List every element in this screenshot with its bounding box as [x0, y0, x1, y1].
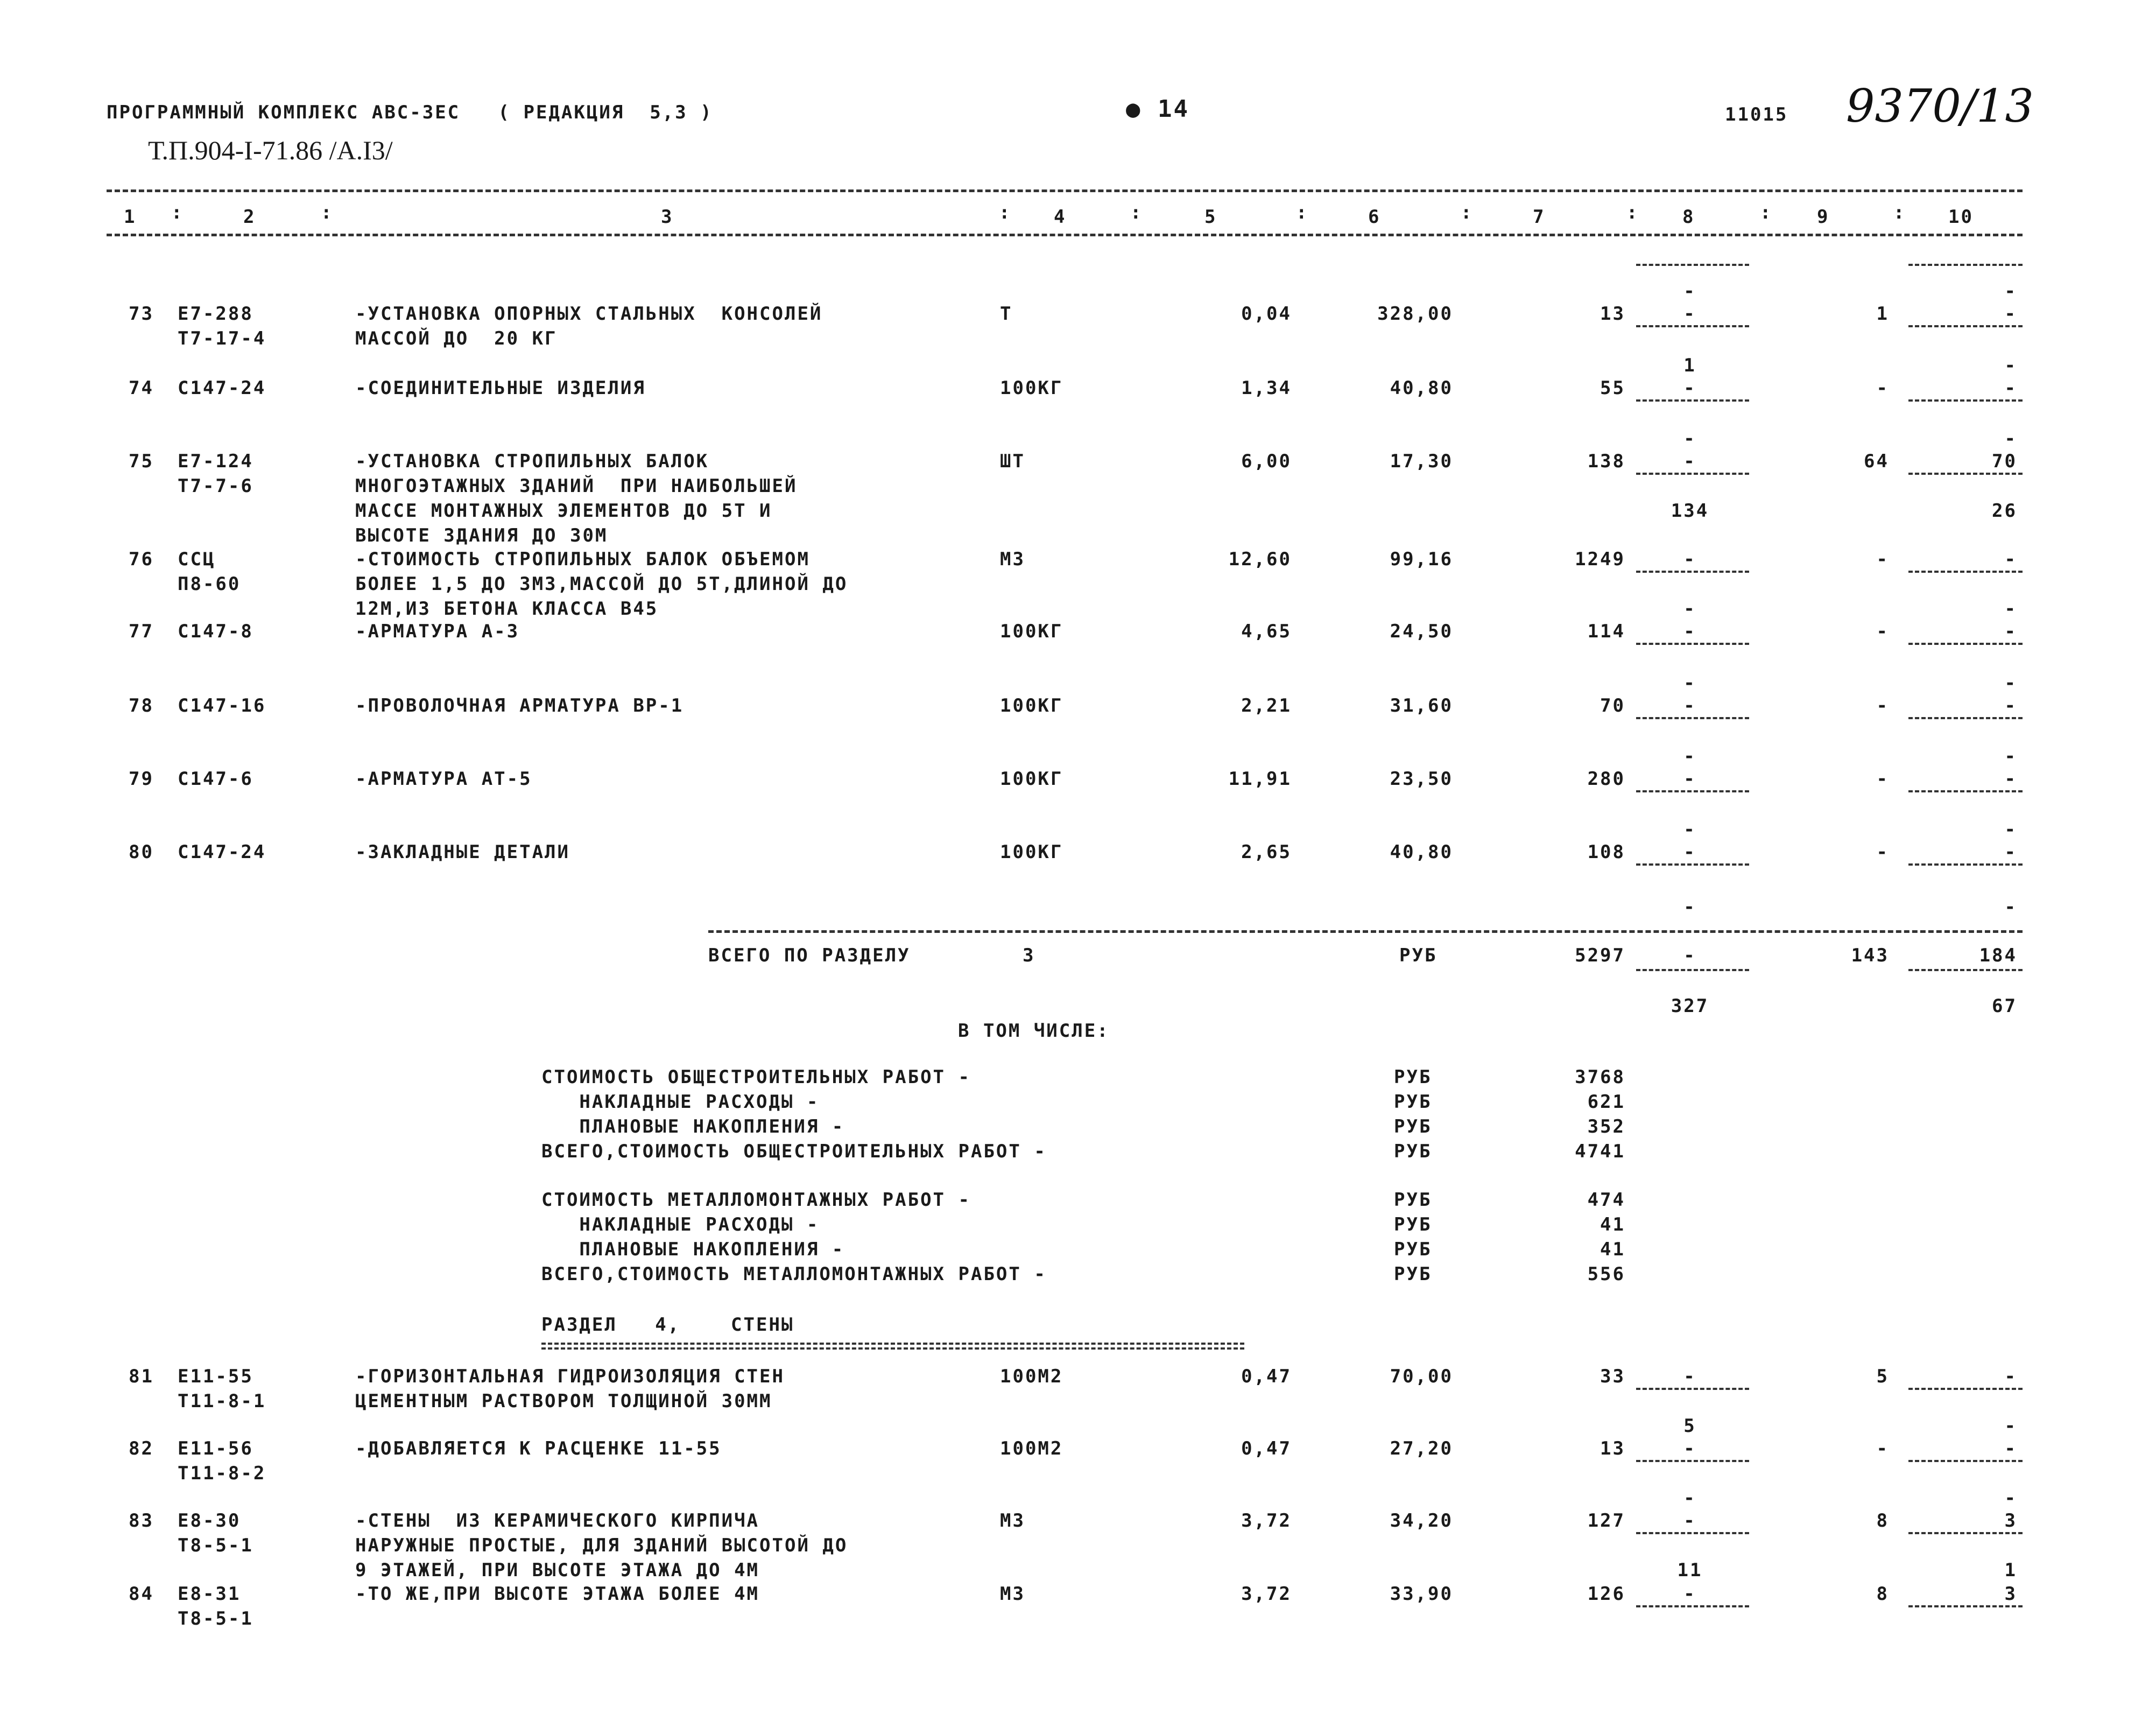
row-quantity: 0,04 — [1241, 303, 1292, 325]
col-sep: : — [1893, 202, 1906, 223]
row-col8-value: - — [1683, 303, 1696, 325]
row-number: 84 — [129, 1583, 154, 1605]
breakdown-unit: РУБ — [1394, 1214, 1432, 1235]
bullet-icon: ● — [1126, 95, 1142, 123]
section-total-col10-bottom: 67 — [1992, 995, 2017, 1017]
col-sep: : — [171, 202, 184, 223]
row-quantity: 3,72 — [1241, 1510, 1292, 1532]
row-unit: ШТ — [1000, 451, 1025, 472]
section-total-col9: 143 — [1851, 945, 1889, 966]
breakdown-label: ПЛАНОВЫЕ НАКОПЛЕНИЯ - — [541, 1239, 845, 1260]
row-total: 138 — [1587, 451, 1625, 472]
row-description: -СТОИМОСТЬ СТРОПИЛЬНЫХ БАЛОК ОБЪЕМОМ — [355, 549, 810, 570]
section-total-col8-top: - — [1683, 896, 1696, 918]
row-number: 82 — [129, 1438, 154, 1459]
row-col10-value: - — [2004, 621, 2017, 642]
row-col10-rule — [1908, 325, 2023, 327]
row-col8-value: - — [1683, 1583, 1696, 1605]
row-unit: 100М2 — [1000, 1366, 1063, 1387]
breakdown-value: 41 — [1600, 1214, 1625, 1235]
row-col8-value: - — [1683, 621, 1696, 642]
row-col10-rule — [1908, 473, 2023, 475]
row-col8-rule — [1636, 325, 1749, 327]
row-col10-rule — [1908, 863, 2023, 866]
row-price: 328,00 — [1377, 303, 1453, 325]
col-sep: : — [1626, 202, 1639, 223]
row-col8-top: - — [1683, 819, 1696, 840]
breakdown-value: 352 — [1587, 1116, 1625, 1137]
row-total: 13 — [1600, 1438, 1625, 1459]
row-unit: 100КГ — [1000, 841, 1063, 863]
row-col10-value: - — [2004, 1366, 2017, 1387]
row-col10-top: - — [2004, 1415, 2017, 1437]
row-col9-value: - — [1876, 1438, 1889, 1459]
col-head-6: 6 — [1368, 206, 1381, 228]
including-label: В ТОМ ЧИСЛЕ: — [958, 1020, 1110, 1042]
col-head-8: 8 — [1682, 206, 1695, 228]
row-col8-bottom: 134 — [1671, 500, 1709, 522]
row-description: -ГОРИЗОНТАЛЬНАЯ ГИДРОИЗОЛЯЦИЯ СТЕН — [355, 1366, 785, 1387]
section-4-title: РАЗДЕЛ 4, СТЕНЫ — [541, 1314, 794, 1336]
row-number: 80 — [129, 841, 154, 863]
row-col9-value: 1 — [1876, 303, 1889, 325]
row-total: 33 — [1600, 1366, 1625, 1387]
row-col9-value: 8 — [1876, 1510, 1889, 1532]
row-price: 70,00 — [1390, 1366, 1453, 1387]
breakdown-label: ПЛАНОВЫЕ НАКОПЛЕНИЯ - — [541, 1116, 845, 1137]
breakdown-label: СТОИМОСТЬ ОБЩЕСТРОИТЕЛЬНЫХ РАБОТ - — [541, 1066, 971, 1088]
project-number: Т.П.904-I-71.86 /А.I3/ — [148, 135, 393, 165]
col-sep: : — [1461, 202, 1474, 223]
row-col9-value: - — [1876, 695, 1889, 716]
row-code: С147-24 — [178, 841, 266, 863]
row-col9-value: - — [1876, 768, 1889, 790]
row-col10-value: 3 — [2004, 1510, 2017, 1532]
row-description: -СТЕНЫ ИЗ КЕРАМИЧЕСКОГО КИРПИЧА — [355, 1510, 760, 1532]
row-col10-value: - — [2004, 841, 2017, 863]
row-total: 280 — [1587, 768, 1625, 790]
row-total: 1249 — [1575, 549, 1625, 570]
breakdown-value: 41 — [1600, 1239, 1625, 1260]
row-col10-top: - — [2004, 1487, 2017, 1509]
row-quantity: 2,21 — [1241, 695, 1292, 716]
handwritten-number: 9370/13 — [1846, 80, 2034, 132]
row-col10-rule — [1908, 790, 2023, 792]
row-total: 127 — [1587, 1510, 1625, 1532]
row-number: 79 — [129, 768, 154, 790]
header-top-rule — [107, 189, 2023, 192]
row-description: 12М,ИЗ БЕТОНА КЛАССА В45 — [355, 598, 659, 620]
row-number: 75 — [129, 451, 154, 472]
row-code: С147-6 — [178, 768, 253, 790]
row-description: -АРМАТУРА АТ-5 — [355, 768, 532, 790]
row-col8-value: - — [1683, 1366, 1696, 1387]
row-unit: 100КГ — [1000, 768, 1063, 790]
section-total-col8-rule — [1636, 969, 1749, 971]
row-quantity: 4,65 — [1241, 621, 1292, 642]
breakdown-value: 556 — [1587, 1263, 1625, 1285]
row-col8-value: - — [1683, 841, 1696, 863]
row-unit: М3 — [1000, 1510, 1025, 1532]
row-unit: 100КГ — [1000, 621, 1063, 642]
section-total-number: 3 — [1023, 945, 1035, 966]
row-description: ЦЕМЕНТНЫМ РАСТВОРОМ ТОЛЩИНОЙ 30ММ — [355, 1390, 772, 1412]
row-col8-rule — [1636, 571, 1749, 573]
row-col8-top: - — [1683, 598, 1696, 620]
row-col8-top: - — [1683, 280, 1696, 302]
breakdown-value: 3768 — [1575, 1066, 1625, 1088]
row-col10-value: - — [2004, 695, 2017, 716]
breakdown-label: НАКЛАДНЫЕ РАСХОДЫ - — [541, 1091, 820, 1113]
row-col9-value: - — [1876, 549, 1889, 570]
program-title: ПРОГРАММНЫЙ КОМПЛЕКС АВС-3ЕС ( РЕДАКЦИЯ 5,3 ) — [107, 102, 713, 123]
row-description: -ПРОВОЛОЧНАЯ АРМАТУРА ВР-1 — [355, 695, 684, 716]
row-unit: Т — [1000, 303, 1013, 325]
row-col10-value: - — [2004, 549, 2017, 570]
section-total-col8-bottom: 327 — [1671, 995, 1709, 1017]
row-col10-bottom: 26 — [1992, 500, 2017, 522]
row-col10-top: - — [2004, 428, 2017, 449]
row-number: 81 — [129, 1366, 154, 1387]
col-sep: : — [1130, 202, 1143, 223]
page-number-value: 14 — [1158, 95, 1189, 123]
row-col8-top: - — [1683, 672, 1696, 694]
row-col10-value: - — [2004, 377, 2017, 399]
row-col10-value: - — [2004, 303, 2017, 325]
row-description: МНОГОЭТАЖНЫХ ЗДАНИЙ ПРИ НАИБОЛЬШЕЙ — [355, 475, 798, 497]
row-code-secondary: Т11-8-2 — [178, 1463, 266, 1484]
col-head-4: 4 — [1054, 206, 1067, 228]
col-head-5: 5 — [1204, 206, 1217, 228]
section-total-rule — [708, 930, 2023, 933]
breakdown-label: СТОИМОСТЬ МЕТАЛЛОМОНТАЖНЫХ РАБОТ - — [541, 1189, 971, 1211]
row-col10-top: - — [2004, 280, 2017, 302]
col-sep: : — [1760, 202, 1773, 223]
breakdown-unit: РУБ — [1394, 1189, 1432, 1211]
row-description: -УСТАНОВКА ОПОРНЫХ СТАЛЬНЫХ КОНСОЛЕЙ — [355, 303, 823, 325]
row-col8-value: - — [1683, 1438, 1696, 1459]
col-head-7: 7 — [1533, 206, 1546, 228]
row-code: С147-8 — [178, 621, 253, 642]
row-number: 77 — [129, 621, 154, 642]
row-col8-top: - — [1683, 428, 1696, 449]
row-col10-rule — [1908, 1460, 2023, 1462]
row-unit: М3 — [1000, 549, 1025, 570]
section-total-col8-value: - — [1683, 945, 1696, 966]
row-col10-rule — [1908, 399, 2023, 402]
row-col8-top: - — [1683, 746, 1696, 767]
row-description: МАССЕ МОНТАЖНЫХ ЭЛЕМЕНТОВ ДО 5Т И — [355, 500, 772, 522]
row-description: БОЛЕЕ 1,5 ДО 3М3,МАССОЙ ДО 5Т,ДЛИНОЙ ДО — [355, 573, 848, 595]
row-total: 55 — [1600, 377, 1625, 399]
row-col8-rule — [1636, 643, 1749, 645]
row-col8-value: - — [1683, 377, 1696, 399]
row-col10-value: - — [2004, 768, 2017, 790]
breakdown-value: 474 — [1587, 1189, 1625, 1211]
row-description: -ТО ЖЕ,ПРИ ВЫСОТЕ ЭТАЖА БОЛЕЕ 4М — [355, 1583, 760, 1605]
row-col10-rule — [1908, 1605, 2023, 1607]
row-quantity: 2,65 — [1241, 841, 1292, 863]
row-col10-top: - — [2004, 819, 2017, 840]
row-total: 108 — [1587, 841, 1625, 863]
col-head-10: 10 — [1948, 206, 1974, 228]
section-4-underline — [541, 1343, 1244, 1345]
row-price: 23,50 — [1390, 768, 1453, 790]
section-total-col10-rule — [1908, 969, 2023, 971]
row-col8-value: - — [1683, 451, 1696, 472]
row-description: МАССОЙ ДО 20 КГ — [355, 328, 558, 349]
row-code-secondary: П8-60 — [178, 573, 241, 595]
row-col9-value: 5 — [1876, 1366, 1889, 1387]
row-number: 73 — [129, 303, 154, 325]
row-col8-top: 5 — [1683, 1415, 1696, 1437]
row-description: -ДОБАВЛЯЕТСЯ К РАСЦЕНКЕ 11-55 — [355, 1438, 722, 1459]
row-col9-value: 64 — [1864, 451, 1889, 472]
row-col10-rule — [1908, 1388, 2023, 1390]
row-quantity: 3,72 — [1241, 1583, 1292, 1605]
row-col10-top: - — [2004, 598, 2017, 620]
row-total: 114 — [1587, 621, 1625, 642]
section-total-value: 5297 — [1575, 945, 1625, 966]
section-total-col10-top: - — [2004, 896, 2017, 918]
row-description: НАРУЖНЫЕ ПРОСТЫЕ, ДЛЯ ЗДАНИЙ ВЫСОТОЙ ДО — [355, 1535, 848, 1556]
row-unit: 100КГ — [1000, 695, 1063, 716]
breakdown-unit: РУБ — [1394, 1116, 1432, 1137]
col-head-1: 1 — [124, 206, 137, 228]
section-total-col10-value: 184 — [1979, 945, 2017, 966]
row-description: -СОЕДИНИТЕЛЬНЫЕ ИЗДЕЛИЯ — [355, 377, 646, 399]
row-col10-rule — [1908, 1532, 2023, 1534]
row-number: 78 — [129, 695, 154, 716]
row-code-secondary: Т11-8-1 — [178, 1390, 266, 1412]
row-total: 70 — [1600, 695, 1625, 716]
row-col8-value: - — [1683, 768, 1696, 790]
breakdown-unit: РУБ — [1394, 1263, 1432, 1285]
row-col8-value: - — [1683, 695, 1696, 716]
row-code-secondary: Т8-5-1 — [178, 1608, 253, 1629]
breakdown-unit: РУБ — [1394, 1141, 1432, 1162]
breakdown-unit: РУБ — [1394, 1066, 1432, 1088]
row-code-secondary: Т7-7-6 — [178, 475, 253, 497]
row-price: 27,20 — [1390, 1438, 1453, 1459]
row-price: 99,16 — [1390, 549, 1453, 570]
breakdown-value: 621 — [1587, 1091, 1625, 1113]
row-quantity: 1,34 — [1241, 377, 1292, 399]
breakdown-unit: РУБ — [1394, 1239, 1432, 1260]
breakdown-label: ВСЕГО,СТОИМОСТЬ МЕТАЛЛОМОНТАЖНЫХ РАБОТ - — [541, 1263, 1047, 1285]
row-price: 24,50 — [1390, 621, 1453, 642]
row-col8-value: - — [1683, 1510, 1696, 1532]
row-code: Е7-288 — [178, 303, 253, 325]
row-col9-value: - — [1876, 377, 1889, 399]
row-col8-rule — [1636, 863, 1749, 866]
row-col8-rule — [1636, 717, 1749, 719]
row-number: 83 — [129, 1510, 154, 1532]
row-col8-value: - — [1683, 549, 1696, 570]
breakdown-label: ВСЕГО,СТОИМОСТЬ ОБЩЕСТРОИТЕЛЬНЫХ РАБОТ - — [541, 1141, 1047, 1162]
row-col9-value: - — [1876, 621, 1889, 642]
header-bottom-rule — [107, 234, 2023, 236]
row-description: ВЫСОТЕ ЗДАНИЯ ДО 30М — [355, 525, 608, 546]
row-code: Е11-56 — [178, 1438, 253, 1459]
row-col9-value: - — [1876, 841, 1889, 863]
row-code: С147-24 — [178, 377, 266, 399]
row-quantity: 11,91 — [1228, 768, 1292, 790]
col-sep: : — [321, 202, 334, 223]
row-unit: 100КГ — [1000, 377, 1063, 399]
row-col8-rule — [1636, 1532, 1749, 1534]
row-code-secondary: Т8-5-1 — [178, 1535, 253, 1556]
row-price: 31,60 — [1390, 695, 1453, 716]
row-price: 40,80 — [1390, 377, 1453, 399]
row-col8-rule — [1636, 1605, 1749, 1607]
row-col10-value: 3 — [2004, 1583, 2017, 1605]
row-total: 126 — [1587, 1583, 1625, 1605]
row-code-secondary: Т7-17-4 — [178, 328, 266, 349]
row-code: ССЦ — [178, 549, 216, 570]
row-code: Е8-31 — [178, 1583, 241, 1605]
row-col10-top: - — [2004, 672, 2017, 694]
row-col10-top: - — [2004, 355, 2017, 376]
row-code: С147-16 — [178, 695, 266, 716]
breakdown-label: НАКЛАДНЫЕ РАСХОДЫ - — [541, 1214, 820, 1235]
row-col9-value: 8 — [1876, 1583, 1889, 1605]
section-total-label: ВСЕГО ПО РАЗДЕЛУ — [708, 945, 911, 966]
row-col10-rule — [1908, 717, 2023, 719]
row-col8-rule — [1636, 473, 1749, 475]
row-col10-top: - — [2004, 746, 2017, 767]
row-unit: 100М2 — [1000, 1438, 1063, 1459]
row-quantity: 6,00 — [1241, 451, 1292, 472]
document-code: 11015 — [1725, 104, 1788, 125]
col10-opening-rule — [1908, 264, 2023, 266]
row-col10-rule — [1908, 643, 2023, 645]
col8-opening-rule — [1636, 264, 1749, 266]
row-total: 13 — [1600, 303, 1625, 325]
row-quantity: 12,60 — [1228, 549, 1292, 570]
row-code: Е7-124 — [178, 451, 253, 472]
page-number — [1126, 97, 1189, 122]
row-price: 34,20 — [1390, 1510, 1453, 1532]
row-description: 9 ЭТАЖЕЙ, ПРИ ВЫСОТЕ ЭТАЖА ДО 4М — [355, 1560, 760, 1581]
row-description: -ЗАКЛАДНЫЕ ДЕТАЛИ — [355, 841, 570, 863]
breakdown-value: 4741 — [1575, 1141, 1625, 1162]
row-description: -УСТАНОВКА СТРОПИЛЬНЫХ БАЛОК — [355, 451, 709, 472]
section-total-unit: РУБ — [1399, 945, 1438, 966]
row-quantity: 0,47 — [1241, 1366, 1292, 1387]
row-price: 17,30 — [1390, 451, 1453, 472]
col-head-3: 3 — [661, 206, 674, 228]
row-col8-rule — [1636, 1388, 1749, 1390]
row-col10-rule — [1908, 571, 2023, 573]
row-number: 74 — [129, 377, 154, 399]
row-price: 40,80 — [1390, 841, 1453, 863]
col-head-2: 2 — [243, 206, 256, 228]
col-head-9: 9 — [1817, 206, 1830, 228]
row-col8-rule — [1636, 399, 1749, 402]
row-description: -АРМАТУРА А-3 — [355, 621, 520, 642]
row-col8-bottom: 11 — [1677, 1560, 1703, 1581]
row-col10-bottom: 1 — [2004, 1560, 2017, 1581]
row-code: Е11-55 — [178, 1366, 253, 1387]
row-number: 76 — [129, 549, 154, 570]
row-quantity: 0,47 — [1241, 1438, 1292, 1459]
row-code: Е8-30 — [178, 1510, 241, 1532]
row-col8-top: - — [1683, 1487, 1696, 1509]
col-sep: : — [999, 202, 1012, 223]
row-unit: М3 — [1000, 1583, 1025, 1605]
row-col10-value: 70 — [1992, 451, 2017, 472]
row-col8-rule — [1636, 1460, 1749, 1462]
breakdown-unit: РУБ — [1394, 1091, 1432, 1113]
row-col8-top: 1 — [1683, 355, 1696, 376]
col-sep: : — [1296, 202, 1309, 223]
row-col10-value: - — [2004, 1438, 2017, 1459]
row-price: 33,90 — [1390, 1583, 1453, 1605]
row-col8-rule — [1636, 790, 1749, 792]
